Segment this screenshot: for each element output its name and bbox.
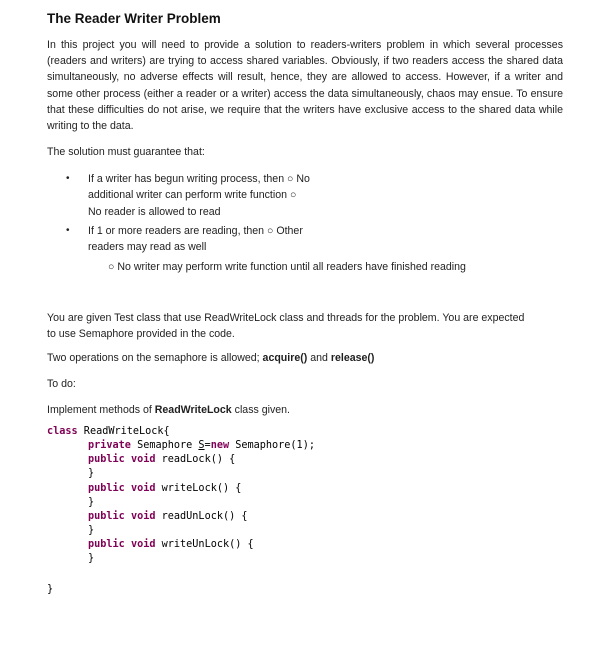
code-keyword: private [88, 440, 131, 451]
code-method-writeunlock [88, 538, 254, 552]
implement-prefix: Implement methods of [47, 404, 155, 416]
ops-and: and [307, 352, 331, 364]
code-keyword: public [88, 539, 125, 550]
code-text: readLock() { [155, 454, 236, 465]
ops-acquire: acquire() [262, 352, 308, 364]
code-keyword: public [88, 511, 125, 522]
implement-line [47, 402, 290, 418]
code-keyword: void [130, 483, 156, 494]
bullet-marker: • [66, 173, 70, 184]
given-line1: You are given Test class that use ReadWriteLock class and threads for the problem. You are expected [47, 312, 525, 324]
sub-bullet: ○ No writer may perform write function until all readers have finished reading [108, 261, 466, 273]
bullet-marker: • [66, 225, 70, 236]
guarantee-label: The solution must guarantee that: [47, 146, 205, 158]
bullet2-line1: If 1 or more readers are reading, then ○ Other [88, 225, 303, 237]
code-class-line [47, 425, 170, 439]
code-text: = [204, 440, 211, 451]
code-field-line [88, 439, 315, 453]
ops-release: release() [330, 352, 375, 364]
bullet1-line3: No reader is allowed to read [88, 206, 221, 218]
implement-class: ReadWriteLock [154, 404, 232, 416]
code-text: readUnLock() { [155, 511, 248, 522]
page-title: The Reader Writer Problem [47, 11, 221, 26]
todo-label: To do: [47, 378, 76, 390]
code-keyword: public [88, 454, 125, 465]
code-text: Semaphore(1); [229, 440, 315, 451]
ops-prefix: Two operations on the semaphore is allowed; [47, 352, 263, 364]
given-line2: to use Semaphore provided in the code. [47, 328, 235, 340]
implement-suffix: class given. [231, 404, 290, 416]
code-keyword: public [88, 483, 125, 494]
code-method-writelock [88, 482, 241, 496]
code-keyword: void [130, 539, 156, 550]
code-text: ReadWriteLock{ [77, 426, 170, 437]
code-close-brace: } [88, 525, 95, 536]
code-keyword: new [210, 440, 230, 451]
bullet2-line2: readers may read as well [88, 241, 207, 253]
intro-paragraph: In this project you will need to provide a solution to readers-writers problem in which several processes (readers and writers) are trying to access shared variables. Obviously, if two readers access the shared data simultaneously, no adverse effects will result, hence, they are allowed to access. However, if a writer and some other process (either a reader or a writer) access the data simultaneously, chaos may ensue. To ensure that these difficulties do not arise, we require that the writers have exclusive access to the shared data while writing to the data. [47, 39, 563, 133]
code-text: Semaphore [130, 440, 199, 451]
code-keyword: void [130, 454, 156, 465]
code-class-close: } [47, 584, 54, 595]
code-close-brace: } [88, 553, 95, 564]
code-close-brace: } [88, 468, 95, 479]
code-keyword: void [130, 511, 156, 522]
code-keyword: class [47, 426, 78, 437]
code-text: writeLock() { [155, 483, 242, 494]
bullet1-line1: If a writer has begun writing process, then ○ No [88, 173, 310, 185]
code-var: S [198, 440, 205, 451]
bullet1-line2: additional writer can perform write function ○ [88, 189, 297, 201]
code-method-readunlock [88, 510, 248, 524]
code-close-brace: } [88, 497, 95, 508]
code-text: writeUnLock() { [155, 539, 254, 550]
operations-line [47, 350, 374, 366]
code-method-readlock [88, 453, 235, 467]
